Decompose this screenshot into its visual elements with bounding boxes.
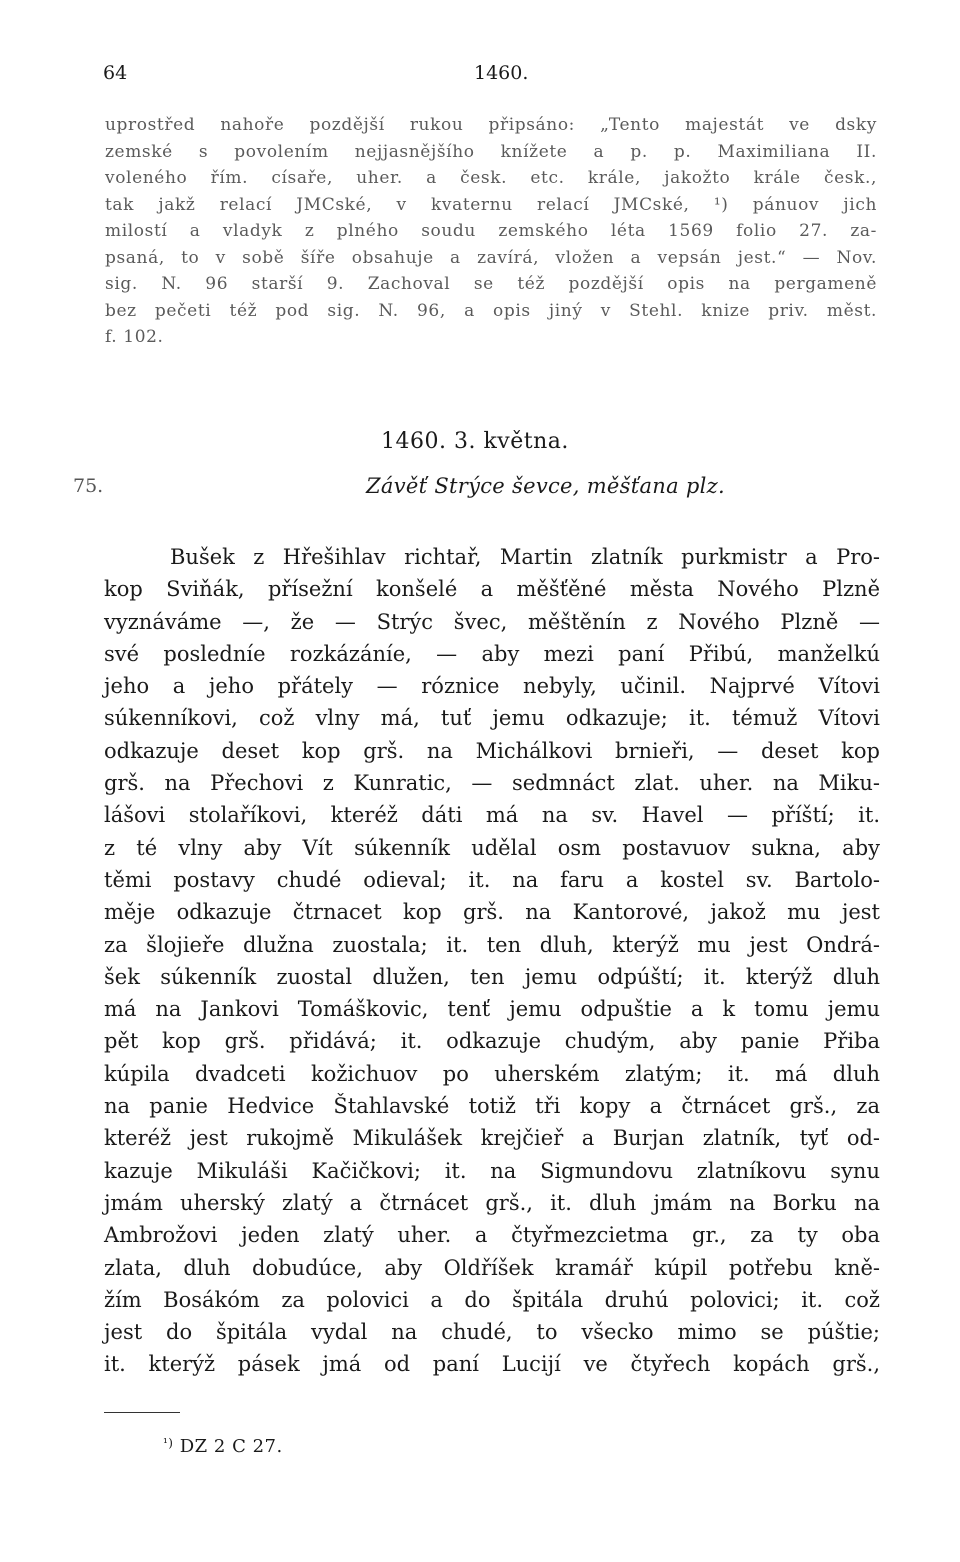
- note-line: milostí a vladyk z plného soudu zemského léta 1569 folio 27. za-: [105, 221, 877, 241]
- note-line: uprostřed nahoře pozdější rukou připsáno: „Tento majestát ve dsky: [105, 115, 877, 135]
- body-line: grš. na Přechovi z Kunratic, — sedmnáct zlat. uher. na Miku-: [104, 771, 880, 796]
- body-line: jeho a jeho přátely — róznice nebyly, učinil. Najprvé Vítovi: [104, 674, 880, 699]
- preceding-entry-note: [105, 112, 877, 351]
- note-line: bez pečeti též pod sig. N. 96, a opis jiný v Stehl. knize priv. měst.: [105, 300, 877, 321]
- note-line: tak jakž relací JMCské, v kvaternu relací JMCské, ¹) pánuov jich: [105, 194, 877, 215]
- body-line: kop Sviňák, přísežní konšelé a měšťěné města Nového Plzně: [104, 577, 880, 602]
- entry-body: [104, 541, 880, 1381]
- body-line: jest do špitála vydal na chudé, to všecko mimo se púštie;: [104, 1320, 880, 1345]
- body-line: své posledníe rozkázáníe, — aby mezi paní Přibú, manželkú: [104, 641, 880, 666]
- running-header-year: 1460.: [474, 62, 529, 84]
- footnote: [163, 1436, 283, 1457]
- note-line: f. 102.: [105, 327, 164, 347]
- body-line: kteréž jest rukojmě Mikulášek krejčieř a Burjan zlatník, tyť od-: [104, 1126, 880, 1151]
- body-line: má na Jankovi Tomáškovic, tenť jemu odpuštie a k tomu jemu: [104, 997, 880, 1022]
- entry-title: Závěť Strýce ševce, měšťana plz.: [366, 474, 726, 498]
- note-line: voleného řím. císaře, uher. a česk. etc. krále, jakožto krále česk.,: [105, 168, 877, 188]
- body-line: kazuje Mikuláši Kačičkovi; it. na Sigmundovu zlatníkovu synu: [104, 1158, 880, 1183]
- body-line: za šlojieře dlužna zuostala; it. ten dluh, kterýž mu jest Ondrá-: [104, 932, 880, 957]
- body-line: Bušek z Hřešihlav richtař, Martin zlatník purkmistr a Pro-: [170, 545, 880, 569]
- footnote-text: DZ 2 C 27.: [179, 1436, 283, 1457]
- body-line: zlata, dluh dobudúce, aby Oldříšek kramář kúpil potřebu kně-: [104, 1255, 880, 1280]
- body-line: vyznáváme —, že — Strýc švec, měštěnín z Nového Plzně —: [104, 609, 880, 634]
- note-line: zemské s povolením nejjasnějšího knížete a p. p. Maximiliana II.: [105, 141, 877, 162]
- page-number: 64: [103, 62, 128, 84]
- body-line: Ambrožovi jeden zlatý uher. a čtyřmezcietma gr., za ty oba: [104, 1223, 880, 1248]
- entry-date: 1460. 3. května.: [381, 429, 569, 454]
- body-line: lášovi stolaříkovi, kteréž dáti má na sv. Havel — příští; it.: [104, 803, 880, 828]
- body-line: těmi postavy chudé odieval; it. na faru a kostel sv. Bartolo-: [104, 867, 880, 892]
- footnote-separator: [104, 1412, 180, 1413]
- footnote-marker: ¹): [163, 1436, 174, 1450]
- body-line: z té vlny aby Vít súkenník udělal osm postavuov sukna, aby: [104, 835, 880, 860]
- body-line: súkenníkovi, což vlny má, tuť jemu odkazuje; it. témuž Vítovi: [104, 706, 880, 731]
- body-line: šek súkenník zuostal dlužen, ten jemu odpúští; it. kterýž dluh: [104, 964, 880, 989]
- body-line: na panie Hedvice Štahlavské totiž tři kopy a čtrnácet grš., za: [104, 1094, 880, 1119]
- body-line: kúpila dvadceti kožichuov po uherském zlatým; it. má dluh: [104, 1061, 880, 1086]
- note-line: sig. N. 96 starší 9. Zachoval se též pozdější opis na pergameně: [105, 274, 877, 294]
- body-line: žím Bosákóm za polovici a do špitála druhú polovici; it. což: [104, 1287, 880, 1312]
- note-line: psaná, to v sobě šíře obsahuje a zavírá, vložen a vepsán jest.“ — Nov.: [105, 247, 877, 268]
- body-line: jmám uherský zlatý a čtrnácet grš., it. dluh jmám na Borku na: [104, 1190, 880, 1215]
- entry-number: 75.: [73, 475, 104, 497]
- body-line: it. kterýž pásek jmá od paní Lucijí ve čtyřech kopách grš.,: [104, 1352, 880, 1377]
- body-line: měje odkazuje čtrnacet kop grš. na Kantorové, jakož mu jest: [104, 900, 880, 925]
- body-line: pět kop grš. přidává; it. odkazuje chudým, aby panie Přiba: [104, 1029, 880, 1054]
- body-line: odkazuje deset kop grš. na Michálkovi brnieři, — deset kop: [104, 738, 880, 763]
